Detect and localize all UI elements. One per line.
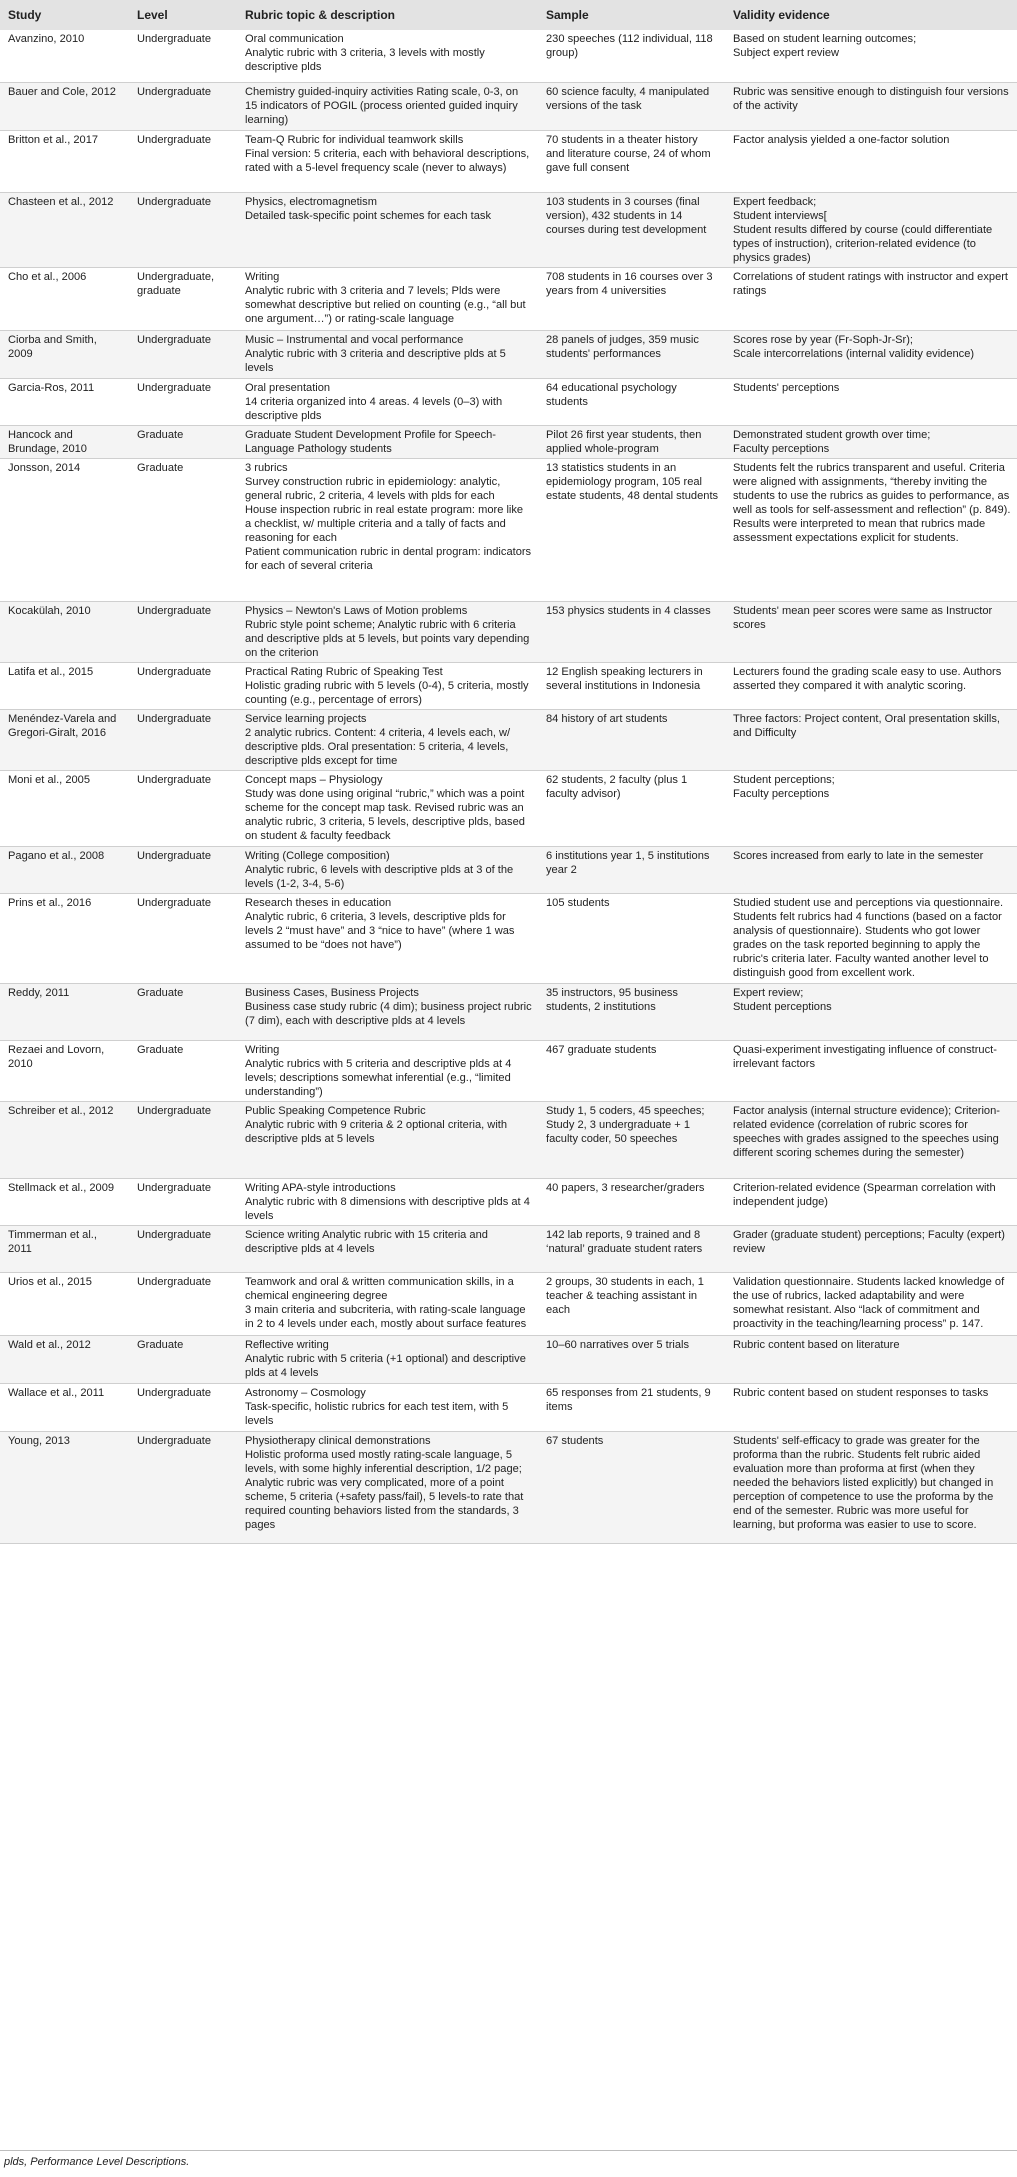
- study-cell: Jonsson, 2014: [0, 458, 129, 601]
- validity-cell: [725, 1040, 1017, 1101]
- study-cell: Prins et al., 2016: [0, 893, 129, 983]
- rubric-cell: [237, 662, 538, 709]
- rubric-cell-line: 3 main criteria and subcriteria, with rating-scale language in 2 to 4 levels under each, mostly about surface features: [245, 1303, 527, 1330]
- level-cell: Undergraduate: [129, 893, 237, 983]
- sample-cell-line: 64 educational psychology students: [546, 381, 677, 408]
- level-cell: Undergraduate: [129, 1431, 237, 1543]
- rubric-cell: [237, 1383, 538, 1431]
- rubric-cell: [237, 709, 538, 770]
- validity-cell-line: Students' perceptions: [733, 381, 840, 394]
- validity-cell: [725, 378, 1017, 425]
- sample-cell-line: 67 students: [546, 1434, 604, 1447]
- validity-cell: [725, 770, 1017, 846]
- header-level: Level: [129, 0, 237, 30]
- table-row: [0, 425, 1017, 458]
- level-cell: Undergraduate: [129, 601, 237, 662]
- table-row: [0, 458, 1017, 601]
- rubric-cell-line: Analytic rubric with 9 criteria & 2 optional criteria, with descriptive plds at 5 levels: [245, 1118, 508, 1145]
- validity-cell-line: Criterion-related evidence (Spearman correlation with independent judge): [733, 1181, 996, 1208]
- validity-cell-line: Based on student learning outcomes;: [733, 33, 917, 45]
- table-row: [0, 662, 1017, 709]
- validity-cell-line: Quasi-experiment investigating influence of construct-irrelevant factors: [733, 1043, 997, 1070]
- rubric-cell-line: Detailed task-specific point schemes for each task: [245, 209, 492, 222]
- study-cell: Ciorba and Smith, 2009: [0, 330, 129, 378]
- validity-cell: [725, 1383, 1017, 1431]
- rubric-cell-line: House inspection rubric in real estate program: more like a checklist, w/ multiple criteria and a tally of facts and reasoning for each: [245, 503, 524, 544]
- sample-cell-line: 105 students: [546, 896, 610, 909]
- sample-cell: [538, 82, 725, 130]
- validity-cell-line: Correlations of student ratings with instructor and expert ratings: [733, 270, 1009, 297]
- study-cell: Cho et al., 2006: [0, 267, 129, 330]
- sample-cell: [538, 1040, 725, 1101]
- sample-cell: [538, 267, 725, 330]
- study-cell: Young, 2013: [0, 1431, 129, 1543]
- rubric-cell-line: 14 criteria organized into 4 areas. 4 levels (0–3) with descriptive plds: [245, 395, 503, 422]
- sample-cell: [538, 893, 725, 983]
- rubric-cell-line: Patient communication rubric in dental program: indicators for each of several criteria: [245, 545, 532, 572]
- rubric-cell: [237, 458, 538, 601]
- sample-cell-line: 103 students in 3 courses (final version), 432 students in 14 courses during test development: [546, 195, 707, 236]
- rubric-cell: [237, 192, 538, 267]
- rubric-cell-line: Task-specific, holistic rubrics for each test item, with 5 levels: [245, 1400, 509, 1427]
- validity-cell-line: Scores rose by year (Fr-Soph-Jr-Sr);: [733, 333, 914, 346]
- rubric-cell-line: Writing APA-style introductions: [245, 1181, 396, 1194]
- rubric-cell-line: Reflective writing: [245, 1338, 329, 1351]
- header-validity: Validity evidence: [725, 0, 1017, 30]
- study-cell: Timmerman et al., 2011: [0, 1225, 129, 1272]
- sample-cell: [538, 662, 725, 709]
- sample-cell-line: 13 statistics students in an epidemiology program, 105 real estate students, 48 dental students: [546, 461, 719, 502]
- level-cell: Undergraduate: [129, 709, 237, 770]
- sample-cell: [538, 458, 725, 601]
- rubric-cell-line: Analytic rubric with 3 criteria and descriptive plds at 5 levels: [245, 347, 506, 374]
- validity-cell: [725, 1101, 1017, 1178]
- table-row: [0, 130, 1017, 192]
- rubric-cell-line: Business case study rubric (4 dim); business project rubric (7 dim), each with descriptive plds at 4 levels: [245, 1000, 532, 1027]
- validity-cell-line: Rubric was sensitive enough to distinguish four versions of the activity: [733, 85, 1009, 112]
- rubric-cell: [237, 770, 538, 846]
- sample-cell-line: 6 institutions year 1, 5 institutions year 2: [546, 849, 710, 876]
- sample-cell-line: 230 speeches (112 individual, 118 group): [546, 33, 713, 59]
- validity-cell-line: Validation questionnaire. Students lacked knowledge of the use of rubrics, lacked adaptability and were somewhat resistant. Also “lack of commitment and proactivity in the teaching/learning process” p. 147.: [733, 1275, 1005, 1330]
- header-study: Study: [0, 0, 129, 30]
- header-rubric: Rubric topic & description: [237, 0, 538, 30]
- rubric-cell-line: Oral presentation: [245, 381, 331, 394]
- rubric-cell-line: Rubric style point scheme; Analytic rubric with 6 criteria and descriptive plds at 5 levels, but points vary depending on the criterion: [245, 618, 530, 659]
- table-row: [0, 1101, 1017, 1178]
- validity-cell-line: Expert review;: [733, 986, 804, 999]
- rubric-cell-line: Music – Instrumental and vocal performance: [245, 333, 464, 346]
- sample-cell: [538, 770, 725, 846]
- rubric-cell: [237, 983, 538, 1040]
- rubric-cell: [237, 1178, 538, 1225]
- table-body: [0, 30, 1017, 1543]
- level-cell: Undergraduate: [129, 378, 237, 425]
- sample-cell: [538, 846, 725, 893]
- validity-cell-line: Faculty perceptions: [733, 787, 830, 800]
- study-cell: Wald et al., 2012: [0, 1335, 129, 1383]
- validity-cell: [725, 1272, 1017, 1335]
- table-row: [0, 709, 1017, 770]
- rubric-cell: [237, 1101, 538, 1178]
- level-cell: Undergraduate, graduate: [129, 267, 237, 330]
- rubric-cell-line: Chemistry guided-inquiry activities Rating scale, 0-3, on 15 indicators of POGIL (process oriented guided inquiry learning): [245, 85, 519, 126]
- rubric-cell-line: Team-Q Rubric for individual teamwork skills: [245, 133, 464, 146]
- rubric-cell-line: Physiotherapy clinical demonstrations: [245, 1434, 431, 1447]
- rubric-cell-line: Service learning projects: [245, 712, 367, 725]
- sample-cell: [538, 330, 725, 378]
- level-cell: Undergraduate: [129, 846, 237, 893]
- validity-cell: [725, 601, 1017, 662]
- table-row: [0, 330, 1017, 378]
- rubric-cell-line: Physics – Newton's Laws of Motion problems: [245, 604, 468, 617]
- rubric-cell: [237, 1272, 538, 1335]
- sample-cell: [538, 709, 725, 770]
- sample-cell: [538, 378, 725, 425]
- rubric-cell-line: Holistic grading rubric with 5 levels (0-4), 5 criteria, mostly counting (e.g., percentage of errors): [245, 679, 529, 706]
- rubric-cell-line: Analytic rubric with 3 criteria and 7 levels; Plds were somewhat descriptive but relied on counting (e.g., “all but one argument…”) or rating-scale language: [245, 284, 526, 325]
- rubric-cell-line: Survey construction rubric in epidemiology: analytic, general rubric, 2 criteria, 4 levels with plds for each: [245, 475, 501, 502]
- sample-cell: [538, 1335, 725, 1383]
- study-cell: Kocakülah, 2010: [0, 601, 129, 662]
- validity-cell-line: Students felt the rubrics transparent and useful. Criteria were aligned with assignments, “thereby inviting the students to use the rubrics as guides to performance, as well as tools for self-assessment and reflection” (p. 849). Results were interpreted to mean that rubrics made assessment expectations explicit for students.: [733, 461, 1011, 544]
- study-cell: Bauer and Cole, 2012: [0, 82, 129, 130]
- validity-cell: [725, 267, 1017, 330]
- sample-cell-line: 62 students, 2 faculty (plus 1 faculty advisor): [546, 773, 688, 800]
- study-cell: Stellmack et al., 2009: [0, 1178, 129, 1225]
- rubric-cell-line: Research theses in education: [245, 896, 392, 909]
- rubric-cell: [237, 1335, 538, 1383]
- validity-cell: [725, 330, 1017, 378]
- validity-cell: [725, 1178, 1017, 1225]
- rubric-cell: [237, 1225, 538, 1272]
- validity-cell-line: Three factors: Project content, Oral presentation skills, and Difficulty: [733, 712, 1000, 739]
- sample-cell-line: 708 students in 16 courses over 3 years from 4 universities: [546, 270, 713, 297]
- sample-cell: [538, 1101, 725, 1178]
- validity-cell: [725, 662, 1017, 709]
- rubric-cell-line: Practical Rating Rubric of Speaking Test: [245, 665, 443, 678]
- study-cell: Latifa et al., 2015: [0, 662, 129, 709]
- rubric-cell: [237, 30, 538, 82]
- validity-cell-line: Faculty perceptions: [733, 442, 830, 455]
- level-cell: Undergraduate: [129, 192, 237, 267]
- validity-cell-line: Student perceptions: [733, 1000, 832, 1013]
- sample-cell-line: 10–60 narratives over 5 trials: [546, 1338, 690, 1351]
- table-row: [0, 1040, 1017, 1101]
- table-row: [0, 893, 1017, 983]
- validity-cell-line: Lecturers found the grading scale easy to use. Authors asserted they compared it with analytic scoring.: [733, 665, 1002, 692]
- rubric-cell-line: Analytic rubrics with 5 criteria and descriptive plds at 4 levels; descriptions somewhat inferential (e.g., “limited understanding”): [245, 1057, 512, 1098]
- validity-cell-line: Scale intercorrelations (internal validity evidence): [733, 347, 975, 360]
- validity-cell-line: Studied student use and perceptions via questionnaire. Students felt rubrics had 4 functions (based on a factor analysis of questionnaire). Students who got lower grades on the task reported beginning to apply the rubric's criteria later. Faculty wanted another level to distinguish good from excellent work.: [733, 896, 1004, 979]
- sample-cell-line: Study 1, 5 coders, 45 speeches; Study 2, 3 undergraduate + 1 faculty coder, 50 speeches: [546, 1104, 705, 1145]
- validity-cell-line: Expert feedback;: [733, 195, 817, 208]
- rubric-cell: [237, 601, 538, 662]
- rubric-cell-line: Writing (College composition): [245, 849, 390, 862]
- sample-cell-line: 40 papers, 3 researcher/graders: [546, 1181, 705, 1194]
- rubric-cell: [237, 378, 538, 425]
- sample-cell-line: 35 instructors, 95 business students, 2 institutions: [546, 986, 678, 1013]
- table-row: [0, 378, 1017, 425]
- rubric-cell-line: Analytic rubric with 5 criteria (+1 optional) and descriptive plds at 4 levels: [245, 1352, 526, 1379]
- rubric-cell-line: Analytic rubric, 6 levels with descriptive plds at 3 of the levels (1-2, 3-4, 5-6): [245, 863, 514, 890]
- level-cell: Graduate: [129, 458, 237, 601]
- table-row: [0, 1383, 1017, 1431]
- rubric-cell-line: Final version: 5 criteria, each with behavioral descriptions, rated with a 5-level frequency scale (never to always): [245, 147, 530, 174]
- table-row: [0, 267, 1017, 330]
- rubric-cell-line: Astronomy – Cosmology: [245, 1386, 366, 1399]
- sample-cell-line: 70 students in a theater history and literature course, 24 of whom gave full consent: [546, 133, 711, 174]
- study-cell: Schreiber et al., 2012: [0, 1101, 129, 1178]
- sample-cell-line: 12 English speaking lecturers in several institutions in Indonesia: [546, 665, 703, 692]
- study-cell: Avanzino, 2010: [0, 30, 129, 82]
- rubric-cell-line: Study was done using original “rubric,” which was a point scheme for the concept map task. Revised rubric was an analytic rubric, 3 criteria, 5 levels, descriptive plds, based on student & faculty feedback: [245, 787, 525, 842]
- sample-cell: [538, 192, 725, 267]
- rubric-cell: [237, 1431, 538, 1543]
- study-cell: Wallace et al., 2011: [0, 1383, 129, 1431]
- table-row: [0, 1431, 1017, 1543]
- sample-cell: [538, 1178, 725, 1225]
- validity-cell-line: Scores increased from early to late in the semester: [733, 849, 984, 862]
- validity-cell-line: Students' mean peer scores were same as Instructor scores: [733, 604, 993, 631]
- rubric-cell-line: Writing: [245, 270, 280, 283]
- study-cell: Moni et al., 2005: [0, 770, 129, 846]
- level-cell: Undergraduate: [129, 1383, 237, 1431]
- sample-cell: [538, 1431, 725, 1543]
- table-row: [0, 82, 1017, 130]
- validity-cell: [725, 1431, 1017, 1543]
- level-cell: Undergraduate: [129, 1178, 237, 1225]
- study-cell: Pagano et al., 2008: [0, 846, 129, 893]
- validity-cell-line: Subject expert review: [733, 47, 840, 59]
- validity-cell-line: Factor analysis yielded a one-factor solution: [733, 133, 950, 146]
- sample-cell-line: 28 panels of judges, 359 music students' performances: [546, 333, 699, 360]
- rubric-cell: [237, 330, 538, 378]
- level-cell: Undergraduate: [129, 1225, 237, 1272]
- validity-cell-line: Rubric content based on literature: [733, 1338, 900, 1351]
- rubric-cell-line: 3 rubrics: [245, 461, 288, 474]
- validity-cell: [725, 82, 1017, 130]
- level-cell: Undergraduate: [129, 330, 237, 378]
- sample-cell-line: 65 responses from 21 students, 9 items: [546, 1386, 711, 1413]
- study-cell: Urios et al., 2015: [0, 1272, 129, 1335]
- table-row: [0, 192, 1017, 267]
- table-row: [0, 30, 1017, 82]
- level-cell: Undergraduate: [129, 82, 237, 130]
- validity-cell-line: Factor analysis (internal structure evidence); Criterion-related evidence (correlation of rubric scores for speeches with grades assigned to the speeches using different scoring schemes during the semester): [733, 1104, 1000, 1159]
- table-row: [0, 1335, 1017, 1383]
- validity-cell-line: Grader (graduate student) perceptions; Faculty (expert) review: [733, 1228, 1005, 1255]
- validity-cell-line: Demonstrated student growth over time;: [733, 428, 931, 441]
- study-cell: Rezaei and Lovorn, 2010: [0, 1040, 129, 1101]
- rubric-cell: [237, 267, 538, 330]
- study-cell: Hancock and Brundage, 2010: [0, 425, 129, 458]
- rubric-cell-line: Oral communication: [245, 33, 344, 45]
- validity-cell: [725, 983, 1017, 1040]
- validity-cell: [725, 30, 1017, 82]
- rubric-cell-line: Analytic rubric, 6 criteria, 3 levels, descriptive plds for levels 2 “must have” and 3 “nice to have” (where 1 was assumed to be “does not have”): [245, 910, 515, 951]
- rubric-cell-line: Analytic rubric with 3 criteria, 3 levels with mostly descriptive plds: [245, 47, 485, 73]
- table-header: [0, 0, 1017, 30]
- table-footnote: plds, Performance Level Descriptions.: [0, 2150, 1017, 2174]
- sample-cell-line: 153 physics students in 4 classes: [546, 604, 711, 617]
- rubric-cell: [237, 1040, 538, 1101]
- validity-cell: [725, 1225, 1017, 1272]
- validity-cell: [725, 130, 1017, 192]
- rubric-cell: [237, 82, 538, 130]
- validity-cell: [725, 192, 1017, 267]
- sample-cell-line: 2 groups, 30 students in each, 1 teacher & teaching assistant in each: [546, 1275, 704, 1316]
- validity-cell: [725, 846, 1017, 893]
- rubric-cell-line: Concept maps – Physiology: [245, 773, 383, 786]
- table-row: [0, 1178, 1017, 1225]
- study-cell: Chasteen et al., 2012: [0, 192, 129, 267]
- sample-cell: [538, 425, 725, 458]
- table-row: [0, 1272, 1017, 1335]
- validity-cell-line: Rubric content based on student responses to tasks: [733, 1386, 989, 1399]
- sample-cell-line: 142 lab reports, 9 trained and 8 ‘natural’ graduate student raters: [546, 1228, 703, 1255]
- level-cell: Graduate: [129, 983, 237, 1040]
- rubric-cell: [237, 130, 538, 192]
- validity-cell: [725, 1335, 1017, 1383]
- rubric-cell-line: Graduate Student Development Profile for Speech-Language Pathology students: [245, 428, 496, 455]
- level-cell: Graduate: [129, 1040, 237, 1101]
- sample-cell-line: Pilot 26 first year students, then applied whole-program: [546, 428, 702, 455]
- sample-cell: [538, 1272, 725, 1335]
- header-row: [0, 0, 1017, 30]
- sample-cell-line: 467 graduate students: [546, 1043, 657, 1056]
- rubric-cell-line: Teamwork and oral & written communication skills, in a chemical engineering degree: [245, 1275, 514, 1302]
- sample-cell: [538, 1225, 725, 1272]
- sample-cell: [538, 1383, 725, 1431]
- header-sample: Sample: [538, 0, 725, 30]
- validity-cell-line: Student perceptions;: [733, 773, 835, 786]
- rubric-cell-line: Writing: [245, 1043, 280, 1056]
- validity-cell: [725, 458, 1017, 601]
- rubric-cell-line: Holistic proforma used mostly rating-scale language, 5 levels, with some highly inferential description, 1/2 page; Analytic rubric was very complicated, more of a point scheme, 5 criteria (+safety pass/fail), 5 levels-to rate that required counting behaviors listed from the standards, 3 pages: [245, 1448, 524, 1531]
- level-cell: Undergraduate: [129, 130, 237, 192]
- table-row: [0, 601, 1017, 662]
- study-cell: Britton et al., 2017: [0, 130, 129, 192]
- rubric-cell: [237, 893, 538, 983]
- level-cell: Undergraduate: [129, 1272, 237, 1335]
- study-cell: Reddy, 2011: [0, 983, 129, 1040]
- validity-cell: [725, 425, 1017, 458]
- rubric-cell-line: Public Speaking Competence Rubric: [245, 1104, 426, 1117]
- table-row: [0, 846, 1017, 893]
- level-cell: Undergraduate: [129, 30, 237, 82]
- sample-cell: [538, 601, 725, 662]
- rubric-cell-line: Science writing Analytic rubric with 15 criteria and descriptive plds at 4 levels: [245, 1228, 488, 1255]
- rubric-cell-line: 2 analytic rubrics. Content: 4 criteria, 4 levels each, w/ descriptive plds. Oral presentation: 5 criteria, 4 levels, descriptive plds except for time: [245, 726, 511, 767]
- validity-cell-line: Student interviews[: [733, 209, 827, 222]
- sample-cell-line: 84 history of art students: [546, 712, 668, 725]
- rubric-cell-line: Business Cases, Business Projects: [245, 986, 419, 999]
- level-cell: Undergraduate: [129, 662, 237, 709]
- sample-cell: [538, 30, 725, 82]
- rubric-cell-line: Physics, electromagnetism: [245, 195, 377, 208]
- validity-cell: [725, 893, 1017, 983]
- validity-cell: [725, 709, 1017, 770]
- level-cell: Undergraduate: [129, 1101, 237, 1178]
- study-cell: Menéndez-Varela and Gregori-Giralt, 2016: [0, 709, 129, 770]
- table-row: [0, 983, 1017, 1040]
- sample-cell: [538, 130, 725, 192]
- level-cell: Graduate: [129, 425, 237, 458]
- validity-cell-line: Students' self-efficacy to grade was greater for the proforma than the rubric. Students felt rubric aided evaluation more than proforma at first (when they needed the behaviors listed explicitly) but changed in perception of competence to use the proforma by the end of the semester. Rubric was more useful for learning, but proforma was easier to use to score.: [733, 1434, 994, 1531]
- study-cell: Garcia-Ros, 2011: [0, 378, 129, 425]
- sample-cell: [538, 983, 725, 1040]
- level-cell: Undergraduate: [129, 770, 237, 846]
- table-row: [0, 770, 1017, 846]
- sample-cell-line: 60 science faculty, 4 manipulated versions of the task: [546, 85, 710, 112]
- rubric-cell: [237, 846, 538, 893]
- rubric-cell-line: Analytic rubric with 8 dimensions with descriptive plds at 4 levels: [245, 1195, 530, 1222]
- table-row: [0, 1225, 1017, 1272]
- level-cell: Graduate: [129, 1335, 237, 1383]
- rubric-cell: [237, 425, 538, 458]
- validity-cell-line: Student results differed by course (could differentiate types of instruction), criterion-related evidence (to physics grades): [733, 223, 993, 264]
